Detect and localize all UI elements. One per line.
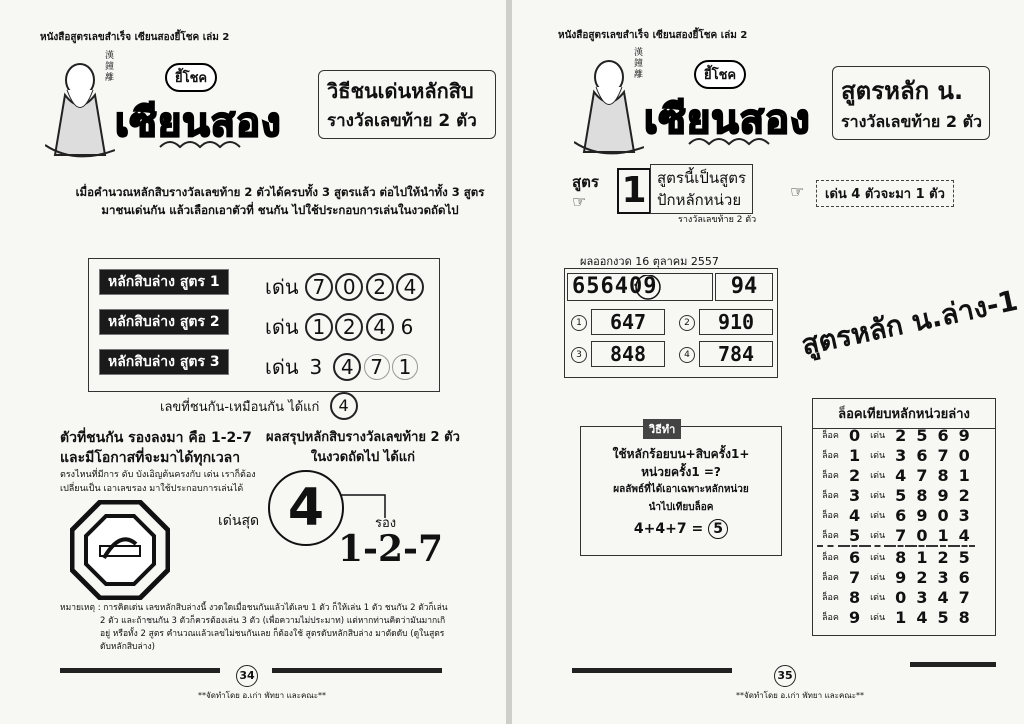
lock-digit: 3: [958, 505, 970, 525]
footnote-line1: หมายเหตุ : การคิดเด่น เลขหลักสิบล่างนี้ งวดใดเมื่อชนกันแล้วได้เลข 1 ตัว ก็ให้เล่น 1 ตัว ชนกัน 2 ตัวก็เล่น: [60, 603, 448, 613]
lock-digit: 1: [916, 547, 928, 567]
draw-value: 910: [699, 309, 773, 335]
small-note: [60, 468, 256, 496]
lock-digit: 2: [958, 485, 970, 505]
lock-row: [817, 445, 975, 465]
lock-word: ล็อค: [822, 553, 839, 563]
lock-word: ล็อค: [822, 613, 839, 623]
lock-digit: 9: [937, 485, 949, 505]
lock-table-title: ล็อคเทียบหลักหน่วยล่าง: [813, 403, 995, 429]
right-title-line2: รางวัลเลขท้าย 2 ตัว: [841, 112, 982, 131]
summary-line1: ผลสรุปหลักสิบรางวัลเลขท้าย 2 ตัว: [266, 430, 460, 445]
lock-word: ล็อค: [822, 451, 839, 461]
lock-row: [817, 425, 975, 445]
method-answer: 5: [708, 519, 728, 539]
footer-bar-left: [572, 668, 732, 673]
method-line4: นำไปเทียบล็อค: [648, 502, 714, 513]
lock-number: 6: [848, 547, 861, 567]
lock-word: ล็อค: [822, 491, 839, 501]
left-title-line2: รางวัลเลขท้าย 2 ตัว: [327, 111, 477, 131]
formula-label: หลักสิบล่าง สูตร 3: [99, 349, 229, 375]
brand-logo: [574, 42, 811, 162]
formula-box: [88, 258, 440, 392]
lock-digit: 6: [895, 505, 907, 525]
lock-row: [817, 505, 975, 525]
lock-digit: 0: [958, 445, 970, 465]
formula-digit: 1: [392, 354, 418, 380]
formula-digit: 2: [335, 313, 363, 341]
lock-digit: 1: [958, 465, 970, 485]
lock-digit: 7: [958, 587, 970, 607]
lock-number: 2: [848, 465, 861, 485]
lock-word: ล็อค: [822, 471, 839, 481]
draw-value: 848: [591, 341, 665, 367]
formula-prefix: เด่น: [265, 275, 299, 299]
formula-prefix: เด่น: [265, 315, 299, 339]
formula-desc-line3: รางวัลเลขท้าย 2 ตัว: [678, 215, 757, 225]
formula-row: [99, 271, 229, 293]
draw-last2: 94: [715, 273, 773, 301]
footer-bar-right: [272, 668, 442, 673]
pointing-hand-icon: ☞: [572, 192, 587, 211]
page-number-right: 35: [774, 665, 796, 687]
lock-digit: 0: [895, 587, 907, 607]
method-line1: ใช้หลักร้อยบน+สิบครั้ง1+: [612, 447, 750, 461]
logo-chinese-text: 漢鐘離: [105, 51, 115, 83]
lock-digit: 0: [937, 505, 949, 525]
book-header: หนังสือสูตรเลขสำเร็จ เซียนสองยี้โชค เล่ม 2: [558, 30, 748, 41]
lock-word: ล็อค: [822, 511, 839, 521]
lock-word: ล็อค: [822, 531, 839, 541]
footnote-line4: ดับหลักสิบล่าง): [100, 642, 155, 652]
next-pair-line1: ตัวที่ชนกัน รองลงมา คือ 1-2-7: [60, 430, 252, 446]
formula-digit: 7: [364, 354, 390, 380]
sub-result: 1-2-7: [338, 528, 444, 570]
lock-digit: 5: [895, 485, 907, 505]
draw-index: 1: [571, 315, 587, 331]
small-note-line1: ตรงไหนที่มีการ ดับ บังเอิญต้นครงกับ เด่น เราก็ต้อง: [60, 470, 256, 480]
left-title-line1: วิธีชนเด่นหลักสิบ: [327, 79, 474, 103]
footnote-line3: อยู่ หรือทั้ง 2 สูตร คำนวณแล้วเลขไม่ชนกันเลย ก็ต้องใช้ สูตรดับหลักสิบล่าง มาตัดดับ (ดูในสูตร: [100, 629, 445, 639]
lock-row: [817, 587, 975, 607]
method-line2: หน่วยครั้ง1 =?: [641, 465, 721, 479]
lock-digit: 8: [958, 607, 970, 627]
lock-digit: 1: [895, 607, 907, 627]
handwritten-title: สูตรหลัก น.ล่าง-1: [798, 283, 1021, 362]
lock-digit: 6: [916, 445, 928, 465]
draw-value: 647: [591, 309, 665, 335]
play-word: เด่น: [870, 573, 886, 583]
lock-digit: 0: [916, 525, 928, 545]
cloud-ornament-icon: [684, 134, 774, 152]
lock-number: 5: [848, 525, 861, 545]
lock-digit: 4: [916, 607, 928, 627]
lock-digit: 5: [916, 425, 928, 445]
lock-digit: 1: [937, 525, 949, 545]
lock-digit: 7: [937, 445, 949, 465]
lock-number: 4: [848, 505, 861, 525]
play-word: เด่น: [870, 451, 886, 461]
lock-number: 0: [848, 425, 861, 445]
play-word: เด่น: [870, 531, 886, 541]
lock-row: [817, 546, 975, 567]
draw-index: 3: [571, 347, 587, 363]
left-intro: [60, 183, 500, 219]
lock-number: 9: [848, 607, 861, 627]
formula-digit: 4: [366, 313, 394, 341]
lock-word: ล็อค: [822, 431, 839, 441]
formula-row: [99, 311, 229, 333]
lock-digit: 4: [958, 525, 970, 545]
left-title-box: [318, 70, 496, 139]
lock-row: [817, 485, 975, 505]
lock-row: [817, 525, 975, 546]
draw-index: 4: [679, 347, 695, 363]
method-calc: 4+4+7 =: [633, 521, 704, 537]
play-word: เด่น: [870, 491, 886, 501]
lock-number: 1: [848, 445, 861, 465]
formula-values: [265, 311, 418, 343]
right-page: [512, 0, 1024, 724]
formula-label: สูตร: [572, 173, 599, 191]
lock-number: 8: [848, 587, 861, 607]
formula-digit: 0: [335, 273, 363, 301]
draw-box: [564, 268, 778, 378]
formula-desc-line2: ปักหลักหน่วย: [657, 191, 742, 209]
main-result-label: เด่นสุด: [218, 513, 260, 529]
formula-desc-line1: สูตรนี้เป็นสูตร: [657, 169, 747, 187]
lock-digit: 9: [958, 425, 970, 445]
play-word: เด่น: [870, 593, 886, 603]
lock-digit: 9: [916, 505, 928, 525]
lock-digit: 6: [937, 425, 949, 445]
formula-digit: 7: [305, 273, 333, 301]
draw-index: 2: [679, 315, 695, 331]
lock-digit: 8: [895, 547, 907, 567]
credit-right: **จัดทำโดย อ.เก่า พัทยา และคณะ**: [736, 691, 865, 700]
lock-digit: 5: [958, 547, 970, 567]
footnote: [60, 602, 490, 654]
lock-digit: 6: [958, 567, 970, 587]
method-text: [581, 445, 781, 539]
formula-digit: 1: [305, 313, 333, 341]
right-title-box: [832, 66, 990, 140]
logo-word: เซียนสอง: [115, 100, 282, 146]
method-line3: ผลลัพธ์ที่ได้เอาเฉพาะหลักหน่วย: [613, 484, 749, 495]
page-number-left: 34: [236, 665, 258, 687]
bagua-icon: [70, 500, 170, 600]
draw-first: 656409: [567, 273, 713, 301]
logo-badge: ยี้โชค: [165, 63, 217, 92]
main-result: 4: [268, 470, 344, 546]
formula-digit: 6: [400, 315, 414, 339]
formula-label: หลักสิบล่าง สูตร 2: [99, 309, 229, 335]
next-pair: [60, 428, 252, 468]
method-box: [580, 423, 782, 556]
common-result: [160, 392, 354, 420]
credit-left: **จัดทำโดย อ.เก่า พัทยา และคณะ**: [198, 691, 327, 700]
lock-row: [817, 567, 975, 587]
play-note: เด่น 4 ตัวจะมา 1 ตัว: [816, 180, 954, 207]
formula-values: [265, 351, 414, 383]
lock-digit: 9: [895, 567, 907, 587]
common-value: 4: [330, 392, 358, 420]
lock-digit: 5: [937, 607, 949, 627]
sub-result-label: รอง: [375, 516, 397, 531]
logo-chinese-text: 漢鐘離: [634, 48, 644, 80]
play-word: เด่น: [870, 511, 886, 521]
formula-digit: 4: [333, 353, 361, 381]
lock-digit: 4: [895, 465, 907, 485]
left-page: [0, 0, 506, 724]
play-word: เด่น: [870, 471, 886, 481]
logo-word: เซียนสอง: [644, 97, 811, 143]
formula-label: หลักสิบล่าง สูตร 1: [99, 269, 229, 295]
footer-bar-left: [60, 668, 220, 673]
formula-prefix: เด่น: [265, 355, 299, 379]
formula-digit: 3: [309, 355, 323, 379]
lock-row: [817, 607, 975, 627]
formula-desc: [650, 164, 753, 214]
lock-digit: 8: [937, 465, 949, 485]
lock-digit: 3: [916, 587, 928, 607]
lock-digit: 2: [916, 567, 928, 587]
method-tag: วิธีทำ: [643, 419, 681, 439]
cloud-ornament-icon: [155, 137, 245, 155]
draw-value: 784: [699, 341, 773, 367]
highlight-circle: [635, 275, 665, 303]
footer-bar-right: [910, 662, 996, 667]
formula-digit: 2: [366, 273, 394, 301]
intro-line2: มาชนเด่นกัน แล้วเลือกเอาตัวที่ ชนกัน ไปใช้ประกอบการเล่นในงวดถัดไป: [101, 203, 459, 217]
lock-word: ล็อค: [822, 573, 839, 583]
logo-badge: ยี้โชค: [694, 60, 746, 89]
lock-digit: 7: [916, 465, 928, 485]
lock-digit: 8: [916, 485, 928, 505]
play-word: เด่น: [870, 431, 886, 441]
brand-logo: [45, 45, 282, 165]
small-note-line2: เปลี่ยนเป็น เอาเลขรอง มาใช้ประกอบการเล่นได้: [60, 484, 244, 494]
lock-word: ล็อค: [822, 593, 839, 603]
pointing-hand-icon: ☞: [790, 182, 805, 201]
book-header: หนังสือสูตรเลขสำเร็จ เซียนสองยี้โชค เล่ม 2: [40, 32, 230, 43]
formula-values: [265, 271, 420, 303]
footnote-line2: 2 ตัว และถ้าชนกัน 3 ตัวก็ควรต้องเล่น 3 ตัว (เพื่อความไม่ประมาท) แต่หากท่านคิดว่ามันมากเกิ: [100, 616, 446, 626]
lock-digit: 7: [895, 525, 907, 545]
summary: [266, 428, 460, 468]
formula-number: 1: [617, 168, 651, 214]
next-pair-line2: และมีโอกาสที่จะมาได้ทุกเวลา: [60, 450, 241, 466]
lock-row: [817, 465, 975, 485]
formula-row: [99, 351, 229, 373]
right-title-line1: สูตรหลัก น.: [841, 77, 964, 105]
summary-line2: ในงวดถัดไป ได้แก่: [310, 450, 416, 465]
lock-grid: [817, 425, 975, 627]
lock-number: 3: [848, 485, 861, 505]
lock-number: 7: [848, 567, 861, 587]
lock-digit: 3: [937, 567, 949, 587]
play-word: เด่น: [870, 613, 886, 623]
formula-digit: 4: [396, 273, 424, 301]
lock-digit: 4: [937, 587, 949, 607]
play-word: เด่น: [870, 553, 886, 563]
lock-digit: 3: [895, 445, 907, 465]
lock-digit: 2: [937, 547, 949, 567]
intro-line1: เมื่อคำนวณหลักสิบรางวัลเลขท้าย 2 ตัวได้ครบทั้ง 3 สูตรแล้ว ต่อไปให้นำทั้ง 3 สูตร: [75, 185, 485, 199]
common-text: เลขที่ชนกัน-เหมือนกัน ได้แก่: [160, 400, 320, 415]
lock-table: [812, 398, 996, 636]
draw-date: ผลออกงวด 16 ตุลาคม 2557: [580, 255, 719, 268]
lock-digit: 2: [895, 425, 907, 445]
